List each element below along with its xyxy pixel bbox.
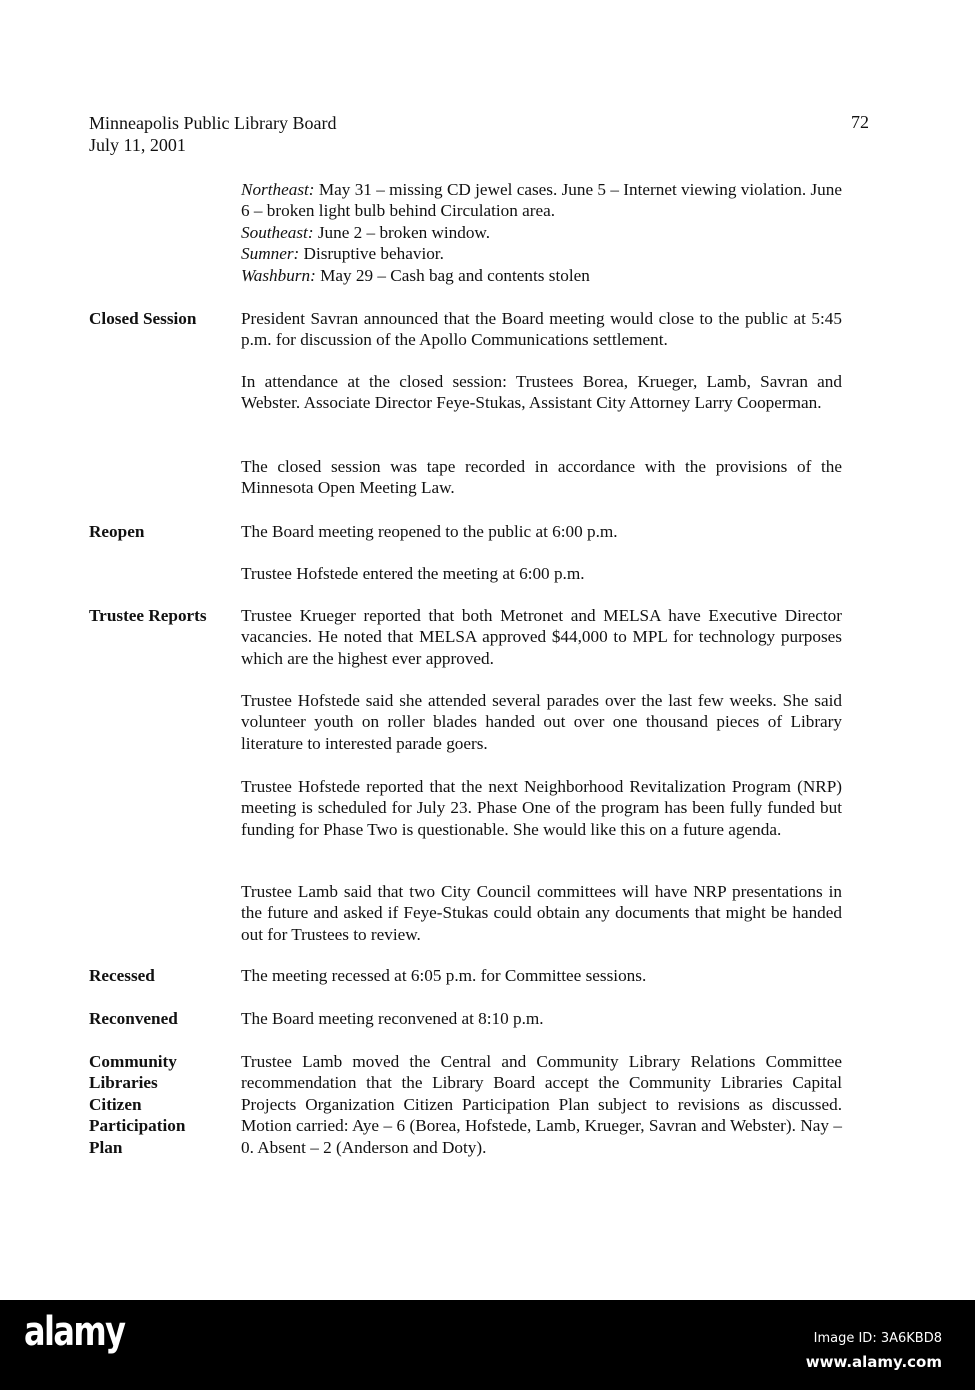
incident-text: Disruptive behavior.	[299, 244, 444, 264]
paragraph: President Savran announced that the Board meeting would close to the public at 5:45 p.m. for discussion of the Apollo Communications settlement.	[241, 309, 842, 350]
section-label: Recessed	[89, 966, 155, 985]
paragraph: In attendance at the closed session: Trustees Borea, Krueger, Lamb, Savran and Webster. Associate Director Feye-Stukas, Assistant City Attorney Larry Cooperman.	[241, 372, 842, 413]
paragraph: Trustee Krueger reported that both Metronet and MELSA have Executive Director vacancies. He noted that MELSA approved $44,000 to MPL for technology purposes which are the highest ever approved.	[241, 606, 842, 668]
page-number: 72	[851, 112, 869, 132]
alamy-logo: alamy	[24, 1309, 125, 1355]
section-label: Community Libraries Citizen Participation Plan	[89, 1052, 186, 1157]
paragraph: The Board meeting reopened to the public at 6:00 p.m.	[241, 522, 618, 541]
incident-text: May 29 – Cash bag and contents stolen	[315, 265, 590, 285]
paragraph: Trustee Hofstede entered the meeting at 6:00 p.m.	[241, 564, 585, 583]
incident-text: June 2 – broken window.	[313, 222, 491, 242]
paragraph: The meeting recessed at 6:05 p.m. for Committee sessions.	[241, 966, 647, 985]
organization-name: Minneapolis Public Library Board	[89, 113, 337, 133]
paragraph: Trustee Lamb said that two City Council committees will have NRP presentations in the future and asked if Feye-Stukas could obtain any documents that might be handed out for Trustees to review.	[241, 882, 842, 944]
paragraph: The closed session was tape recorded in accordance with the provisions of the Minnesota Open Meeting Law.	[241, 457, 842, 498]
incident-item	[241, 265, 842, 286]
section-label: Reopen	[89, 522, 145, 541]
watermark-bar	[0, 1300, 975, 1390]
paragraph: Trustee Hofstede said she attended several parades over the last few weeks. She said volunteer youth on roller blades handed out over one thousand pieces of Library literature to interested parade goers.	[241, 691, 842, 753]
branch-name: Sumner:	[241, 244, 300, 264]
incident-item	[241, 179, 842, 222]
watermark-url: www.alamy.com	[805, 1353, 942, 1371]
paragraph: Trustee Lamb moved the Central and Community Library Relations Committee recommendation that the Library Board accept the Community Libraries Capital Projects Organization Citizen Participation Plan subject to revisions as discussed. Motion carried: Aye – 6 (Borea, Hofstede, Lamb, Krueger, Savran and Webster). Nay – 0. Absent – 2 (Anderson and Doty).	[241, 1052, 842, 1157]
incident-item	[241, 222, 842, 243]
section-label: Trustee Reports	[89, 606, 207, 625]
incident-item	[241, 243, 842, 264]
incident-list	[241, 179, 842, 286]
branch-name: Southeast:	[241, 222, 314, 242]
branch-name: Washburn:	[241, 265, 316, 285]
section-label: Reconvened	[89, 1009, 178, 1028]
incident-text: May 31 – missing CD jewel cases. June 5 – Internet viewing violation. June 6 – broken light bulb behind Circulation area.	[241, 180, 842, 221]
page-header	[89, 112, 336, 156]
paragraph: Trustee Hofstede reported that the next Neighborhood Revitalization Program (NRP) meeting is scheduled for July 23. Phase One of the program has been fully funded but funding for Phase Two is questionable. She would like this on a future agenda.	[241, 777, 842, 839]
meeting-date: July 11, 2001	[89, 135, 186, 155]
branch-name: Northeast:	[241, 180, 315, 199]
paragraph: The Board meeting reconvened at 8:10 p.m.	[241, 1009, 544, 1028]
image-id: Image ID: 3A6KBD8	[813, 1331, 942, 1346]
section-label: Closed Session	[89, 309, 197, 328]
